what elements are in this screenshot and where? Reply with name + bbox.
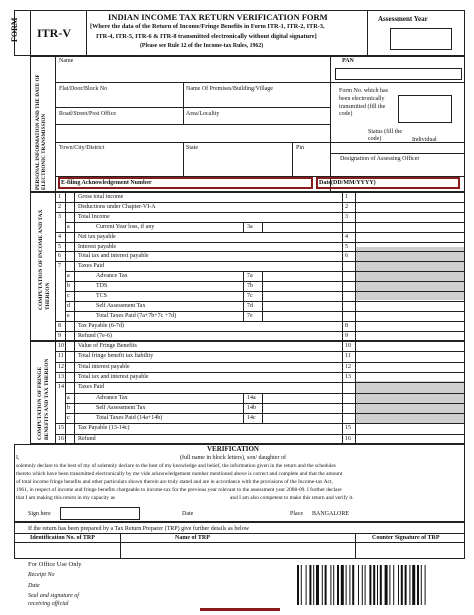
tax-row-code: 7e — [247, 312, 253, 319]
tax-row-number: b — [67, 283, 70, 290]
fringe-row-code: 11 — [345, 353, 351, 360]
signature-box[interactable] — [60, 507, 140, 520]
barcode-bar — [412, 565, 415, 605]
tax-row-code: 2 — [345, 203, 348, 210]
fringe-row-amount-input[interactable] — [262, 393, 342, 403]
barcode-bar — [405, 565, 407, 605]
form-code: ITR-V — [37, 26, 72, 40]
fringe-row-code: 13 — [345, 373, 351, 380]
assessment-year-box[interactable] — [390, 28, 452, 50]
barcode-bar — [377, 565, 378, 605]
seal-label: Seal and signature of receiving official — [28, 593, 79, 607]
tax-row-amount-input[interactable] — [262, 281, 342, 291]
status-label: Status (fill the code) — [368, 129, 402, 143]
tax-row-code: 7a — [247, 273, 253, 280]
office-date-label: Date — [28, 583, 40, 589]
road-label: Road/Street/Post Office — [59, 111, 117, 117]
verification-line-4: of total income fringe benefits and other particulars shown therein are truly stated and are in accordance with the provisions of the Income-tax Act, — [16, 479, 333, 485]
form-title: INDIAN INCOME TAX RETURN VERIFICATION FORM — [108, 12, 328, 22]
tax-row-label: Interest payable — [78, 243, 117, 250]
form-note: (Please see Rule 12 of the Income-tax Rules, 1962) — [140, 43, 264, 49]
tax-row-label: Tax Payable (6-7d) — [78, 322, 124, 329]
barcode-bar — [309, 565, 311, 605]
date-label: Date(DD/MM/YYYY) — [319, 180, 376, 186]
fringe-row-label: Taxes Paid — [78, 384, 105, 391]
barcode-bar — [425, 565, 426, 605]
barcode-bar — [389, 565, 390, 605]
tax-row-number: e — [67, 312, 70, 319]
fringe-row-amount-input[interactable] — [262, 403, 342, 413]
fringe-row-amount-input[interactable] — [356, 363, 464, 372]
tax-row-code: 1 — [345, 194, 348, 200]
barcode-bar — [421, 565, 422, 605]
receipt-no-label: Receipt No — [28, 572, 55, 578]
fringe-row-code: 15 — [345, 425, 351, 432]
fringe-row-number: 13 — [58, 373, 64, 380]
fringe-row-code: 14a — [247, 394, 256, 401]
fringe-row-number: 14 — [58, 384, 64, 391]
tax-row-label: Net tax payable — [78, 233, 116, 240]
fringe-row-number: c — [67, 415, 70, 422]
designation-label: Designation of Assessing Officer — [340, 156, 420, 162]
fringe-row-amount-input[interactable] — [262, 413, 342, 423]
fringe-row-label: Refund — [78, 435, 96, 442]
status-value: Individual — [412, 137, 437, 143]
tax-row-number: 1 — [58, 194, 61, 200]
tax-row-amount-input[interactable] — [356, 252, 464, 261]
trp-name-label: Name of TRP — [175, 535, 210, 541]
barcode-bar — [333, 565, 334, 605]
fringe-row-label: Total Taxes Paid (14a+14b) — [96, 415, 163, 422]
personal-side-label: PERSONAL INFORMATION AND THE DATE OF ELECTRONIC TRANSMISSION — [35, 74, 47, 190]
barcode-bar — [380, 565, 382, 605]
tax-row-amount-input[interactable] — [356, 322, 464, 331]
tax-row-number: 7 — [58, 263, 61, 270]
tax-row-label: Total Taxes Paid (7a+7b+7c +7d) — [96, 312, 177, 319]
barcode-bar — [316, 565, 319, 605]
verification-line-1b: (full name in block letters), son/ daughter of — [180, 455, 286, 461]
fringe-row-label: Total tax and interest payable — [78, 373, 149, 380]
barcode-bar — [358, 565, 359, 605]
tax-row-number: c — [67, 293, 70, 299]
fringe-row-number: 12 — [58, 363, 64, 370]
tax-row-amount-input[interactable] — [262, 222, 342, 232]
tax-row-number: 2 — [58, 203, 61, 210]
tax-row-number: d — [67, 302, 70, 309]
fringe-row-number: a — [67, 394, 70, 401]
barcode-bar — [306, 565, 307, 605]
verification-line-2: solemnly declare to the best of my of solemnly declare to the best of my knowledge and belief, the information given in the return and the schedules — [16, 463, 336, 469]
barcode-bar — [349, 565, 350, 605]
pan-input[interactable] — [335, 68, 462, 80]
verification-line-6: that I am making this return in my capacity as — [16, 495, 115, 501]
tax-row-label: Gross total income — [78, 194, 124, 200]
pin-label: Pin — [296, 145, 305, 151]
verification-line-6b: and I am also competent to make this return and verify it. — [230, 495, 354, 501]
fringe-row-number: 16 — [58, 435, 64, 442]
tax-row-number: 3 — [58, 213, 61, 220]
office-use-title: For Office Use Only — [28, 561, 82, 568]
barcode-bar — [313, 565, 314, 605]
fringe-row-number: 15 — [58, 425, 64, 432]
fringe-row-code: 16 — [345, 435, 351, 442]
tax-row-amount-input[interactable] — [356, 213, 464, 222]
fringe-row-code: 14c — [247, 415, 256, 422]
barcode-bar — [322, 565, 323, 605]
tax-row-number: 9 — [58, 332, 61, 339]
trp-intro: If the return has been prepared by a Tax Return Preparer (TRP) give further details as below — [28, 526, 250, 532]
barcode-bar — [409, 565, 410, 605]
fringe-row-label: Self Assessment Tax — [96, 404, 146, 411]
form-no-box[interactable] — [398, 95, 452, 123]
form-subtitle: [Where the data of the Return of Income/Fringe Benefits in Form ITR-1, ITR-2, ITR-3, — [90, 23, 325, 30]
tax-row-amount-input[interactable] — [356, 203, 464, 212]
state-label: State — [186, 145, 198, 151]
trp-signature-label: Counter Signature of TRP — [372, 535, 440, 541]
tax-row-amount-input[interactable] — [356, 332, 464, 341]
tax-row-label: TCS — [96, 293, 108, 299]
tax-row-code: 3a — [247, 223, 253, 230]
verification-line-5: 1961, in respect of income and fringe benefits chargeable to income-tax for the previous year relevant to the assessment year 2008-09. I further declare — [16, 487, 342, 493]
fringe-row-label: Advance Tax — [96, 394, 128, 401]
verification-date-label: Date — [182, 511, 194, 517]
fringe-row-code: 14b — [247, 404, 256, 411]
tax-row-number: 5 — [58, 243, 61, 250]
ack-label: E-filing Acknowledgement Number — [61, 180, 152, 186]
fringe-row-label: Total interest payable — [78, 363, 130, 370]
tax-row-amount-input[interactable] — [262, 301, 342, 311]
pan-label: PAN — [342, 58, 354, 64]
fringe-row-label: Value of Fringe Benefits — [78, 343, 137, 349]
tax-row-code: 8 — [345, 322, 348, 329]
premises-label: Name Of Premises/Building/Village — [186, 86, 273, 92]
barcode-bar — [369, 565, 371, 605]
tax-row-code: 7b — [247, 283, 253, 290]
barcode-icon — [295, 563, 455, 608]
tax-side-label: COMPUTATION OF INCOME AND TAX THEREON — [38, 209, 51, 310]
fringe-row-number: b — [67, 404, 70, 411]
tax-row-label: Total tax and interest payable — [78, 253, 149, 260]
fringe-row-number: 11 — [58, 353, 64, 360]
fringe-row-amount-input[interactable] — [356, 424, 464, 433]
form-subtitle-2: ITR-4, ITR-5, ITR-6 & ITR-8 transmitted electronically without digital signature] — [96, 33, 317, 40]
tax-row-number: 8 — [58, 322, 61, 329]
fringe-row-amount-input[interactable] — [356, 373, 464, 382]
tax-row-code: 5 — [345, 243, 348, 250]
barcode-bar — [385, 565, 388, 605]
tax-row-amount-input[interactable] — [356, 243, 464, 252]
tax-row-label: Refund (7e-6) — [78, 332, 112, 339]
tax-row-code: 4 — [345, 233, 348, 240]
tax-row-code: 9 — [345, 332, 348, 339]
tax-row-amount-input[interactable] — [356, 233, 464, 242]
fringe-row-amount-input[interactable] — [356, 435, 464, 444]
fringe-row-number: 10 — [58, 343, 64, 349]
barcode-bar — [297, 565, 299, 605]
tax-row-number: a — [67, 223, 70, 230]
barcode-bar — [398, 565, 399, 605]
verification-title: VERIFICATION — [207, 445, 259, 453]
tax-row-code: 3 — [345, 213, 348, 220]
tax-row-number: 6 — [58, 253, 61, 260]
verification-line-3: thereto which have been transmitted electronically by me vide acknowledgement number mentioned above is correct and complete and that the amount — [16, 471, 343, 477]
flat-label: Flat/Door/Block No — [59, 86, 108, 92]
barcode-bar — [301, 565, 302, 605]
tax-row-code: 6 — [345, 253, 348, 260]
tax-row-number: 4 — [58, 233, 61, 240]
tax-row-code: 7c — [247, 293, 253, 299]
verification-line-1a: I, — [16, 455, 20, 461]
fringe-row-code: 10 — [345, 343, 351, 349]
trp-id-label: Identification No. of TRP — [30, 535, 95, 541]
name-label: Name — [59, 58, 74, 64]
tax-row-label: TDS — [96, 283, 108, 290]
form-label: FORM — [10, 17, 19, 42]
barcode-bar — [341, 565, 344, 605]
barcode-bar — [346, 565, 347, 605]
place-label: Place — [290, 511, 303, 517]
barcode-bar — [393, 565, 394, 605]
tax-row-code: 7d — [247, 302, 253, 309]
tax-row-amount-input[interactable] — [262, 271, 342, 281]
tax-row-label: Current Year loss, if any — [96, 223, 155, 230]
area-label: Area/Locality — [186, 111, 220, 117]
tax-row-amount-input[interactable] — [262, 291, 342, 301]
tax-row-amount-input[interactable] — [356, 193, 464, 202]
barcode-bar — [373, 565, 375, 605]
tax-row-label: Total Income — [78, 213, 110, 220]
fringe-row-label: Tax Payable (13-14c) — [78, 425, 130, 432]
place-value: BANGALORE — [312, 511, 349, 517]
seal-line — [200, 608, 280, 611]
barcode-bar — [362, 565, 363, 605]
fringe-row-amount-input[interactable] — [356, 342, 464, 351]
barcode-bar — [401, 565, 403, 605]
barcode-bar — [337, 565, 339, 605]
form-no-label: Form No. which has been electronically transmitted (fill the code) — [339, 88, 388, 118]
tax-row-amount-input[interactable] — [262, 311, 342, 321]
barcode-bar — [352, 565, 354, 605]
barcode-bar — [330, 565, 331, 605]
tax-row-label: Taxes Paid — [78, 263, 105, 270]
fringe-row-label: Total fringe benefit tax liability — [78, 353, 154, 360]
town-label: Town/City/District — [59, 145, 105, 151]
fringe-row-code: 12 — [345, 363, 351, 370]
barcode-bar — [417, 565, 419, 605]
barcode-bar — [365, 565, 366, 605]
tax-row-label: Self Assessment Tax — [96, 302, 146, 309]
fringe-side-label: COMPUTATION OF FRINGE BENEFITS AND TAX THEREON — [37, 358, 50, 440]
sign-label: Sign here — [28, 511, 51, 517]
tax-row-label: Deductions under Chapter-VI-A — [78, 203, 156, 210]
fringe-row-amount-input[interactable] — [356, 352, 464, 361]
tax-row-number: a — [67, 273, 70, 280]
assessment-year-label: Assessment Year — [378, 15, 428, 23]
tax-row-label: Advance Tax — [96, 273, 128, 280]
barcode-bar — [325, 565, 327, 605]
